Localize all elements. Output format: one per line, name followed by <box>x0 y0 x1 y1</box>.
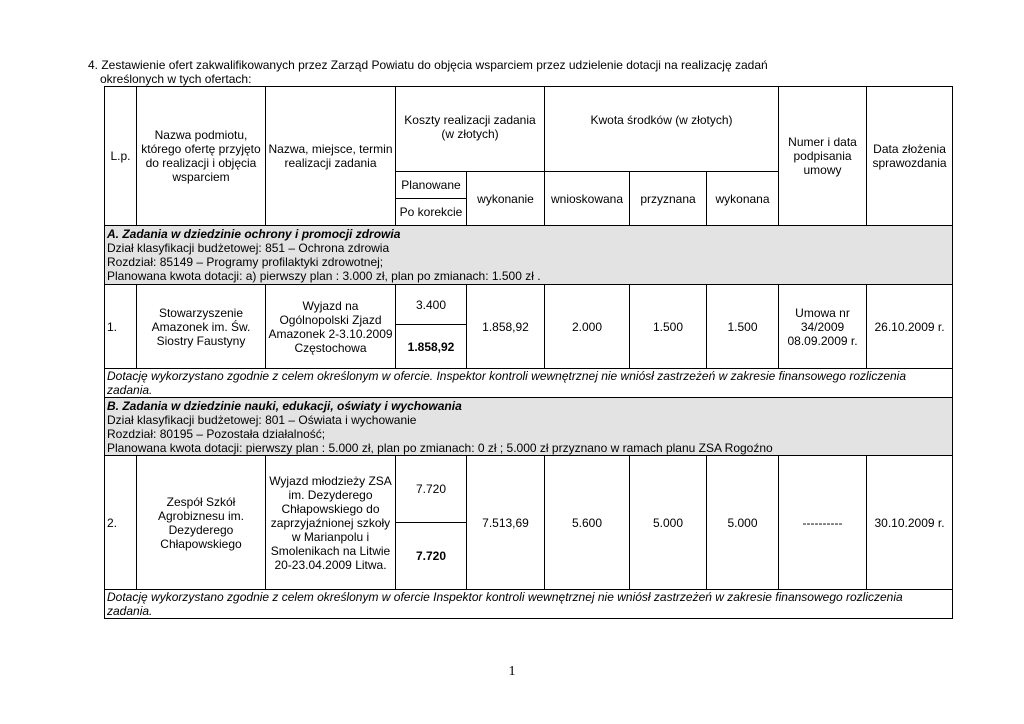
row2-po-korekcie: 7.720 <box>396 523 467 590</box>
row1-przyznana: 1.500 <box>630 285 707 369</box>
section-a <box>105 226 953 285</box>
row2-wykonanie: 7.513,69 <box>467 456 545 590</box>
row2-data: 30.10.2009 r. <box>867 456 953 590</box>
section-a-line-3: Planowana kwota dotacji: a) pierwszy plan : 3.000 zł, plan po zmianach: 1.500 zł . <box>107 269 541 283</box>
table-row <box>105 456 953 523</box>
row1-wykonanie: 1.858,92 <box>467 285 545 369</box>
row2-wykonana: 5.000 <box>707 456 779 590</box>
row2-wnioskowana: 5.600 <box>545 456 630 590</box>
note-2: Dotację wykorzystano zgodnie z celem określonym w ofercie Inspektor kontroli wewnętrznej nie wniósł zastrzeżeń w zakresie finansowego rozliczenia zadania. <box>105 590 953 619</box>
row1-planowane: 3.400 <box>396 285 467 325</box>
row2-przyznana: 5.000 <box>630 456 707 590</box>
header-wykonanie: wykonanie <box>467 172 545 226</box>
row2-lp: 2. <box>105 456 137 590</box>
header-wnioskowana: wnioskowana <box>545 172 630 226</box>
row1-podmiot: Stowarzyszenie Amazonek im. Św. Siostry Faustyny <box>137 285 266 369</box>
note2-row <box>105 590 953 619</box>
header-data: Data złożenia sprawozdania <box>867 87 953 226</box>
section-b <box>105 398 953 456</box>
row2-podmiot: Zespół Szkół Agrobiznesu im. Dezyderego Chłapowskiego <box>137 456 266 590</box>
row1-data: 26.10.2009 r. <box>867 285 953 369</box>
heading-line-1: 4. Zestawienie ofert zakwalifikowanych przez Zarząd Powiatu do objęcia wsparciem przez udzielenie dotacji na realizację zadań <box>88 58 768 72</box>
row1-wnioskowana: 2.000 <box>545 285 630 369</box>
row1-wykonana: 1.500 <box>707 285 779 369</box>
row1-po-korekcie: 1.858,92 <box>396 325 467 369</box>
header-lp: L.p. <box>105 87 137 226</box>
section-a-line-2: Rozdział: 85149 – Programy profilaktyki zdrowotnej; <box>107 255 384 269</box>
header-kwota: Kwota środków (w złotych) <box>545 87 779 172</box>
section-a-title: A. Zadania w dziedzinie ochrony i promocji zdrowia <box>107 227 401 241</box>
note-1: Dotację wykorzystano zgodnie z celem określonym w ofercie. Inspektor kontroli wewnętrznej nie wniósł zastrzeżeń w zakresie finansowego rozliczenia zadania. <box>105 369 953 398</box>
section-a-row <box>105 226 953 285</box>
note1-row <box>105 369 953 398</box>
header-koszty: Koszty realizacji zadania (w złotych) <box>396 87 545 172</box>
header-podmiot: Nazwa podmiotu, którego ofertę przyjęto do realizacji i objęcia wsparciem <box>137 87 266 226</box>
header-wykonana: wykonana <box>707 172 779 226</box>
document-heading <box>88 58 968 86</box>
header-planowane: Planowane <box>396 172 467 199</box>
section-a-line-1: Dział klasyfikacji budżetowej: 851 – Ochrona zdrowia <box>107 241 390 255</box>
row2-umowa: ---------- <box>779 456 867 590</box>
row1-lp: 1. <box>105 285 137 369</box>
row2-planowane: 7.720 <box>396 456 467 523</box>
section-b-row <box>105 398 953 456</box>
header-numer: Numer i data podpisania umowy <box>779 87 867 226</box>
section-b-line-1: Dział klasyfikacji budżetowej: 801 – Oświata i wychowanie <box>107 412 417 427</box>
header-przyznana: przyznana <box>630 172 707 226</box>
header-po-korekcie: Po korekcie <box>396 199 467 226</box>
section-b-line-3: Planowana kwota dotacji: pierwszy plan : 5.000 zł, plan po zmianach: 0 zł ; 5.000 zł przyznano w ramach planu ZSA Rogoźno <box>107 440 773 455</box>
table-row <box>105 285 953 325</box>
section-b-title: B. Zadania w dziedzinie nauki, edukacji, oświaty i wychowania <box>107 398 462 413</box>
offers-table <box>104 86 953 619</box>
heading-line-2: określonych w tych ofertach: <box>100 72 252 86</box>
section-b-line-2: Rozdział: 80195 – Pozostała działalność; <box>107 426 326 441</box>
header-row-1 <box>105 87 953 172</box>
row1-nazwa: Wyjazd na Ogólnopolski Zjazd Amazonek 2-3.10.2009 Częstochowa <box>266 285 396 369</box>
page-number: 1 <box>508 664 516 679</box>
row2-nazwa: Wyjazd młodzieży ZSA im. Dezyderego Chłapowskiego do zaprzyjaźnionej szkoły w Marianpolu i Smolenikach na Litwie 20-23.04.2009 Litwa. <box>266 456 396 590</box>
row1-umowa: Umowa nr 34/2009 08.09.2009 r. <box>779 285 867 369</box>
header-nazwa: Nazwa, miejsce, termin realizacji zadania <box>266 87 396 226</box>
